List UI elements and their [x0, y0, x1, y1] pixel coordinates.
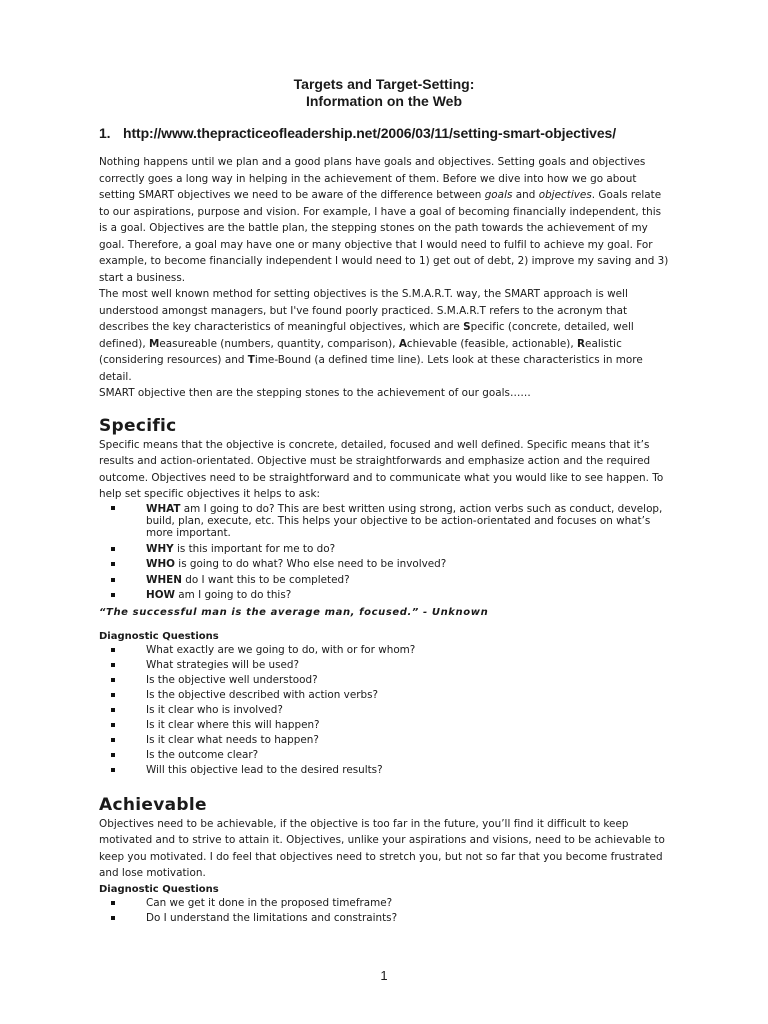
smart-letter: S	[463, 321, 471, 333]
list-item	[99, 557, 669, 573]
intro-paragraph-1	[99, 154, 669, 286]
bullet-icon	[111, 578, 115, 582]
intro-text: easureable (numbers, quantity, comparison),	[159, 337, 399, 350]
question-keyword: WHO	[146, 558, 175, 570]
list-item-text: Is the objective well understood?	[146, 673, 318, 686]
list-item	[99, 763, 669, 778]
smart-letter: T	[247, 354, 255, 366]
bullet-icon	[111, 901, 115, 905]
list-item	[99, 733, 669, 748]
bullet-icon	[111, 708, 115, 712]
specific-paragraph: Specific means that the objective is concrete, detailed, focused and well defined. Specific means that it’s results and action-orientated. Objective must be straightforwards and emphasize action and the required outcome. Objectives need to be straightforward and to communicate what you would like to see happen. To help set specific objectives it helps to ask:	[99, 438, 664, 500]
list-item-text: What strategies will be used?	[146, 658, 300, 671]
list-item	[99, 542, 669, 558]
intro-paragraph-2	[99, 286, 669, 385]
intro-text: The most well known method for setting objectives is the S.M.A.R.T. way, the SMART approach is well understood amongst managers, but I've found poorly practiced. S.M.A.R.T refers to the acronym that describes the key characteristics of meaningful objectives, which are	[99, 288, 628, 333]
list-item	[99, 588, 669, 604]
list-item	[99, 643, 669, 658]
question-keyword: HOW	[146, 589, 175, 601]
list-item-text: Can we get it done in the proposed timeframe?	[146, 896, 393, 909]
specific-question-list	[99, 503, 669, 604]
reference-url-link[interactable]: http://www.thepracticeofleadership.net/2006/03/11/setting-smart-objectives/	[123, 125, 617, 141]
list-item	[99, 673, 669, 688]
intro-text: and	[512, 189, 539, 201]
achievable-question-list	[99, 896, 669, 926]
intro-text: pecific (concrete, detailed, well defined),	[99, 321, 634, 350]
smart-letter: A	[398, 337, 407, 350]
specific-heading: Specific	[99, 415, 177, 436]
question-text: is this important for me to do?	[173, 542, 336, 555]
bullet-icon	[111, 678, 115, 682]
list-item-text: Is the outcome clear?	[146, 748, 259, 761]
list-item	[99, 703, 669, 718]
quote: “The successful man is the average man, focused.” - Unknown	[99, 606, 489, 618]
question-text: am I going to do this?	[175, 589, 292, 601]
question-keyword: WHY	[146, 542, 174, 555]
question-text: do I want this to be completed?	[181, 573, 350, 586]
document-title	[99, 76, 669, 110]
reference-link-line	[99, 125, 669, 141]
list-item	[99, 748, 669, 763]
document-page	[99, 76, 669, 926]
list-item	[99, 718, 669, 733]
question-text: is going to do what? Who else need to be involved?	[175, 558, 447, 570]
diagnostic-question-list	[99, 643, 669, 778]
page-number: 1	[380, 968, 388, 983]
goals-term: goals	[484, 189, 513, 201]
intro-text: ealistic (considering resources) and	[99, 337, 622, 366]
bullet-icon	[111, 648, 115, 652]
list-item-text: Is the objective described with action verbs?	[146, 688, 379, 701]
bullet-icon	[111, 916, 115, 920]
smart-letter: R	[577, 337, 586, 350]
bullet-icon	[111, 506, 115, 510]
achievable-heading: Achievable	[99, 794, 207, 815]
list-item	[99, 688, 669, 703]
list-item	[99, 911, 669, 926]
title-line-1: Targets and Target-Setting:	[293, 76, 475, 92]
intro-text: ime-Bound (a defined time line). Lets look at these characteristics in more detail.	[99, 354, 643, 383]
list-item	[99, 503, 669, 542]
diagnostic-questions-heading: Diagnostic Questions	[99, 883, 219, 895]
smart-letter: M	[148, 337, 160, 350]
list-item-text: What exactly are we going to do, with or for whom?	[146, 643, 416, 656]
bullet-icon	[111, 753, 115, 757]
list-item	[99, 658, 669, 673]
diagnostic-questions-heading: Diagnostic Questions	[99, 630, 219, 642]
list-item-text: Is it clear who is involved?	[146, 703, 283, 716]
bullet-icon	[111, 693, 115, 697]
list-item-text: Is it clear what needs to happen?	[146, 733, 319, 746]
intro-text: chievable (feasible, actionable),	[406, 337, 577, 350]
list-item	[99, 896, 669, 911]
bullet-icon	[111, 562, 115, 566]
list-item-text: Will this objective lead to the desired results?	[146, 763, 383, 776]
bullet-icon	[111, 547, 115, 551]
intro-section	[99, 154, 669, 402]
intro-paragraph-3: SMART objective then are the stepping stones to the achievement of our goals……	[99, 387, 531, 399]
reference-number: 1.	[99, 125, 111, 141]
bullet-icon	[111, 738, 115, 742]
intro-text: . Goals relate to our aspirations, purpose and vision. For example, I have a goal of becoming financially independent, this is a goal. Objectives are the battle plan, the stepping stones on the path towards the achievement of my goal. Therefore, a goal may have one or many objective that I would need to fulfil to achieve my goal. For example, to become financially independent I would need to 1) get out of debt, 2) improve my saving and 3) start a business.	[99, 189, 669, 284]
list-item-text: Do I understand the limitations and constraints?	[146, 911, 398, 924]
title-line-2: Information on the Web	[305, 93, 463, 109]
list-item	[99, 573, 669, 589]
intro-text: Nothing happens until we plan and a good plans have goals and objectives. Setting goals and objectives correctly goes a long way in helping in the achievement of them. Before we dive into how we go about setting SMART objectives we need to be aware of the difference between	[99, 156, 646, 201]
bullet-icon	[111, 663, 115, 667]
objectives-term: objectives	[538, 189, 592, 201]
bullet-icon	[111, 768, 115, 772]
question-keyword: WHAT	[146, 502, 181, 515]
bullet-icon	[111, 723, 115, 727]
bullet-icon	[111, 593, 115, 597]
achievable-paragraph: Objectives need to be achievable, if the objective is too far in the future, you’ll find it difficult to keep motivated and to strive to attain it. Objectives, unlike your aspirations and visions, need to be achievable to keep you motivated. I do feel that objectives need to stretch you, but not so far that you become frustrated and lose motivation.	[99, 817, 665, 879]
question-keyword: WHEN	[146, 573, 182, 586]
list-item-text: Is it clear where this will happen?	[146, 718, 320, 731]
question-text: am I going to do? This are best written using strong, action verbs such as conduct, develop, build, plan, execute, etc. This helps your objective to be action-orientated and focuses on what’s more important.	[146, 502, 663, 539]
